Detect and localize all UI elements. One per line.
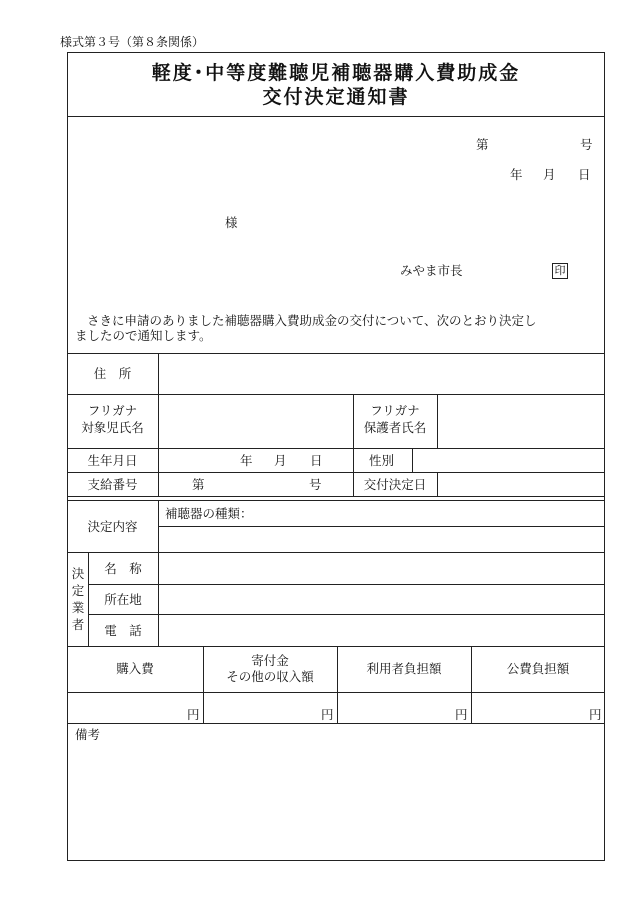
remarks-field[interactable] [68,745,604,859]
decision-date-label: 交付決定日 [363,477,427,492]
doc-number-prefix: 第 [476,137,489,152]
guardian-furigana-label: フリガナ [370,403,420,418]
child-name-label: 対象児氏名 [81,420,144,435]
address-label: 住 所 [93,366,132,381]
row-line [67,500,605,501]
birth-month-label: 月 [274,453,287,468]
child-name-field[interactable] [159,395,353,448]
hearing-aid-type-label: 補聴器の種類： [165,506,253,521]
guardian-name-label: 保護者氏名 [363,420,427,435]
purchase-cost-yen: 円 [187,707,200,722]
address-field[interactable] [159,354,605,394]
notice-text-line2: ましたので通知します。 [75,328,212,343]
vendor-label-char-2: 定 [71,583,85,598]
donation-yen: 円 [321,707,334,722]
donation-header-line2: その他の収入額 [226,669,314,684]
user-burden-yen: 円 [455,707,468,722]
vendor-label-char-3: 業 [71,600,85,615]
birth-year-label: 年 [240,453,253,468]
payment-number-label: 支給番号 [87,477,138,492]
date-day-label: 日 [578,167,591,182]
date-year-label: 年 [510,167,523,182]
vendor-name-field[interactable] [159,553,605,584]
birth-day-label: 日 [310,453,323,468]
remarks-label: 備考 [75,727,101,742]
purchase-cost-field[interactable] [68,693,203,723]
public-burden-field[interactable] [472,693,605,723]
seal-mark: 印 [552,263,568,279]
vendor-phone-field[interactable] [159,615,605,646]
form-title-line2: 交付決定通知書 [262,86,410,108]
decision-date-field[interactable] [438,473,605,496]
donation-field[interactable] [204,693,337,723]
date-month-label: 月 [543,167,556,182]
title-divider [67,116,605,117]
recipient-honorific: 様 [225,215,238,230]
decision-content-label: 決定内容 [87,519,138,534]
vendor-label-char-1: 決 [71,566,85,581]
row-line [67,496,605,497]
payment-number-prefix: 第 [192,477,205,492]
gender-field[interactable] [413,449,605,472]
vendor-phone-label: 電 話 [104,623,142,638]
vendor-name-label: 名 称 [104,561,142,576]
guardian-name-field[interactable] [438,395,605,448]
notice-text-line1: さきに申請のありました補聴器購入費助成金の交付について、次のとおり決定し [87,313,537,328]
form-title-line1: 軽度･中等度難聴児補聴器購入費助成金 [151,62,521,84]
public-burden-header: 公費負担額 [506,661,570,676]
gender-label: 性別 [369,453,395,468]
public-burden-yen: 円 [589,707,602,722]
child-furigana-label: フリガナ [87,403,138,418]
hearing-aid-type-field[interactable] [159,527,605,552]
form-number: 様式第３号（第８条関係） [60,35,205,49]
row-line [67,646,605,647]
vendor-label-char-4: 者 [71,617,85,632]
donation-header-line1: 寄付金 [251,653,289,668]
user-burden-header: 利用者負担額 [366,661,442,676]
row-line [67,723,605,724]
vendor-location-field[interactable] [159,585,605,614]
issuer-name: みやま市長 [400,263,463,278]
purchase-cost-header: 購入費 [116,661,154,676]
payment-number-suffix: 号 [309,477,322,492]
vendor-location-label: 所在地 [104,592,142,607]
birth-date-label: 生年月日 [87,453,138,468]
user-burden-field[interactable] [338,693,471,723]
doc-number-suffix: 号 [580,137,593,152]
